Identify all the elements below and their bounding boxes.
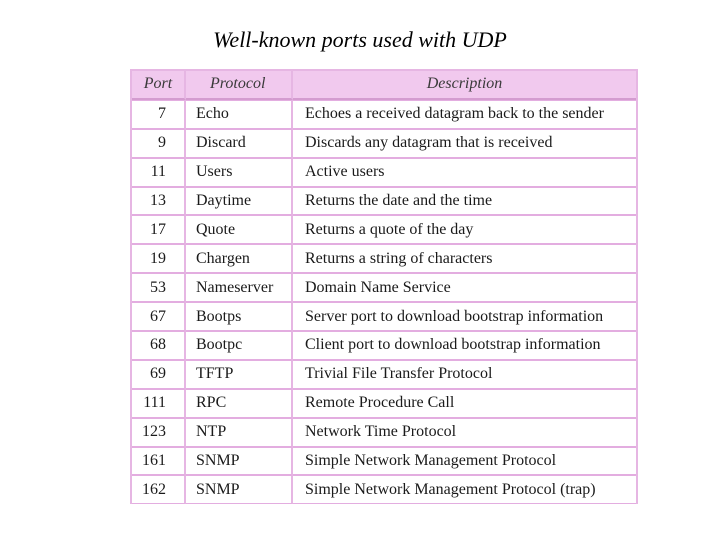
table-row xyxy=(132,129,636,158)
cell-description: Network Time Protocol xyxy=(293,418,636,447)
table-row xyxy=(132,418,636,447)
cell-port: 68 xyxy=(132,331,186,360)
cell-description: Client port to download bootstrap information xyxy=(293,331,636,360)
table-header-row xyxy=(132,71,636,100)
cell-description: Simple Network Management Protocol xyxy=(293,447,636,476)
cell-protocol: Quote xyxy=(186,215,293,244)
cell-protocol: Users xyxy=(186,158,293,187)
cell-description: Trivial File Transfer Protocol xyxy=(293,360,636,389)
cell-protocol: Daytime xyxy=(186,187,293,216)
table-row xyxy=(132,244,636,273)
header-port: Port xyxy=(132,71,186,100)
cell-description: Domain Name Service xyxy=(293,273,636,302)
cell-description: Discards any datagram that is received xyxy=(293,129,636,158)
cell-description: Simple Network Management Protocol (trap) xyxy=(293,475,636,504)
cell-protocol: TFTP xyxy=(186,360,293,389)
cell-protocol: SNMP xyxy=(186,475,293,504)
table-row xyxy=(132,273,636,302)
table-row xyxy=(132,447,636,476)
table-row xyxy=(132,158,636,187)
cell-protocol: RPC xyxy=(186,389,293,418)
cell-protocol: Echo xyxy=(186,100,293,129)
header-description: Description xyxy=(293,71,636,100)
cell-port: 19 xyxy=(132,244,186,273)
table-row xyxy=(132,215,636,244)
ports-table-frame xyxy=(130,69,638,504)
cell-description: Echoes a received datagram back to the sender xyxy=(293,100,636,129)
cell-protocol: Chargen xyxy=(186,244,293,273)
page-title: Well-known ports used with UDP xyxy=(213,27,507,52)
cell-port: 69 xyxy=(132,360,186,389)
cell-port: 67 xyxy=(132,302,186,331)
cell-port: 11 xyxy=(132,158,186,187)
cell-port: 162 xyxy=(132,475,186,504)
table-row xyxy=(132,302,636,331)
table-row xyxy=(132,187,636,216)
cell-description: Server port to download bootstrap information xyxy=(293,302,636,331)
cell-port: 7 xyxy=(132,100,186,129)
cell-port: 17 xyxy=(132,215,186,244)
ports-table xyxy=(132,71,636,504)
cell-description: Active users xyxy=(293,158,636,187)
cell-protocol: Bootpc xyxy=(186,331,293,360)
cell-description: Remote Procedure Call xyxy=(293,389,636,418)
cell-protocol: Discard xyxy=(186,129,293,158)
cell-port: 53 xyxy=(132,273,186,302)
cell-port: 9 xyxy=(132,129,186,158)
table-row xyxy=(132,331,636,360)
table-row xyxy=(132,100,636,129)
table-row xyxy=(132,475,636,504)
cell-protocol: NTP xyxy=(186,418,293,447)
cell-port: 13 xyxy=(132,187,186,216)
cell-description: Returns the date and the time xyxy=(293,187,636,216)
table-row xyxy=(132,389,636,418)
cell-port: 111 xyxy=(132,389,186,418)
cell-description: Returns a string of characters xyxy=(293,244,636,273)
cell-port: 123 xyxy=(132,418,186,447)
cell-protocol: SNMP xyxy=(186,447,293,476)
header-protocol: Protocol xyxy=(186,71,293,100)
cell-protocol: Bootps xyxy=(186,302,293,331)
table-row xyxy=(132,360,636,389)
cell-description: Returns a quote of the day xyxy=(293,215,636,244)
cell-protocol: Nameserver xyxy=(186,273,293,302)
cell-port: 161 xyxy=(132,447,186,476)
